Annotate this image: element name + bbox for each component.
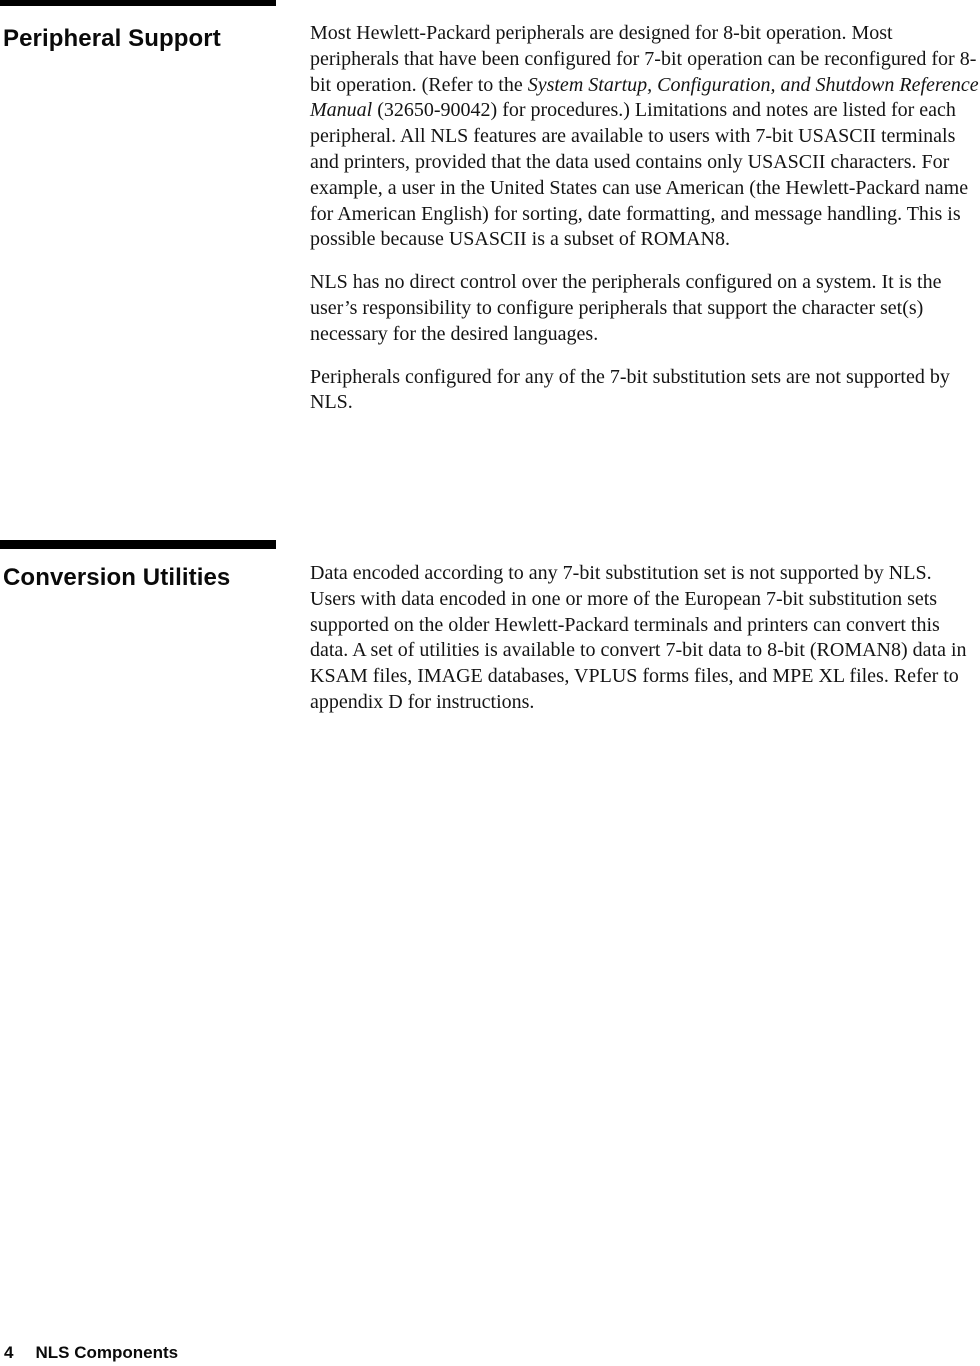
paragraph <box>310 21 980 253</box>
text-run: Most Hewlett-Packard peripherals are designed for 8-bit operation. Most peripherals that have been configured for 7-bit operation can be reconfigured for 8-bit operation. (Refer to the <box>310 22 977 96</box>
section-heading-peripheral-support: Peripheral Support <box>3 25 221 52</box>
text-run: (32650-90042) for procedures.) Limitations and notes are listed for each peripheral. All NLS features are available to users with 7-bit USASCII terminals and printers, provided that the data used contains only USASCII characters. For example, a user in the United States can use American (the Hewlett-Packard name for American English) for sorting, date formatting, and message handling. This is possible because USASCII is a subset of ROMAN8. <box>310 99 969 251</box>
section-heading-conversion-utilities: Conversion Utilities <box>3 564 231 591</box>
section-body-conversion-utilities <box>310 561 980 716</box>
text-run: Data encoded according to any 7-bit substitution set is not supported by NLS. Users with data encoded in one or more of the European 7-bit substitution sets supported on the older Hewlett-Packard terminals and printers can convert this data. A set of utilities is available to convert 7-bit data to 8-bit (ROMAN8) data in KSAM files, IMAGE databases, VPLUS forms files, and MPE XL files. Refer to appendix D for instructions. <box>310 562 967 713</box>
section-divider-rule <box>0 0 276 6</box>
italic-text-run: System Startup, Configuration, and Shutdown Reference Manual <box>310 73 979 122</box>
text-run: Peripherals configured for any of the 7-bit substitution sets are not supported by NLS. <box>310 365 950 414</box>
paragraph <box>310 270 980 347</box>
footer-chapter-title: NLS Components <box>35 1343 179 1362</box>
section-body-peripheral-support <box>310 21 980 416</box>
paragraph <box>310 561 980 716</box>
footer-page-number: 4 <box>4 1343 14 1362</box>
page-footer <box>4 1343 178 1363</box>
text-run: NLS has no direct control over the peripherals configured on a system. It is the user’s responsibility to configure peripherals that support the character set(s) necessary for the desired languages. <box>310 271 942 345</box>
section-divider-rule <box>0 540 276 549</box>
paragraph <box>310 365 980 417</box>
